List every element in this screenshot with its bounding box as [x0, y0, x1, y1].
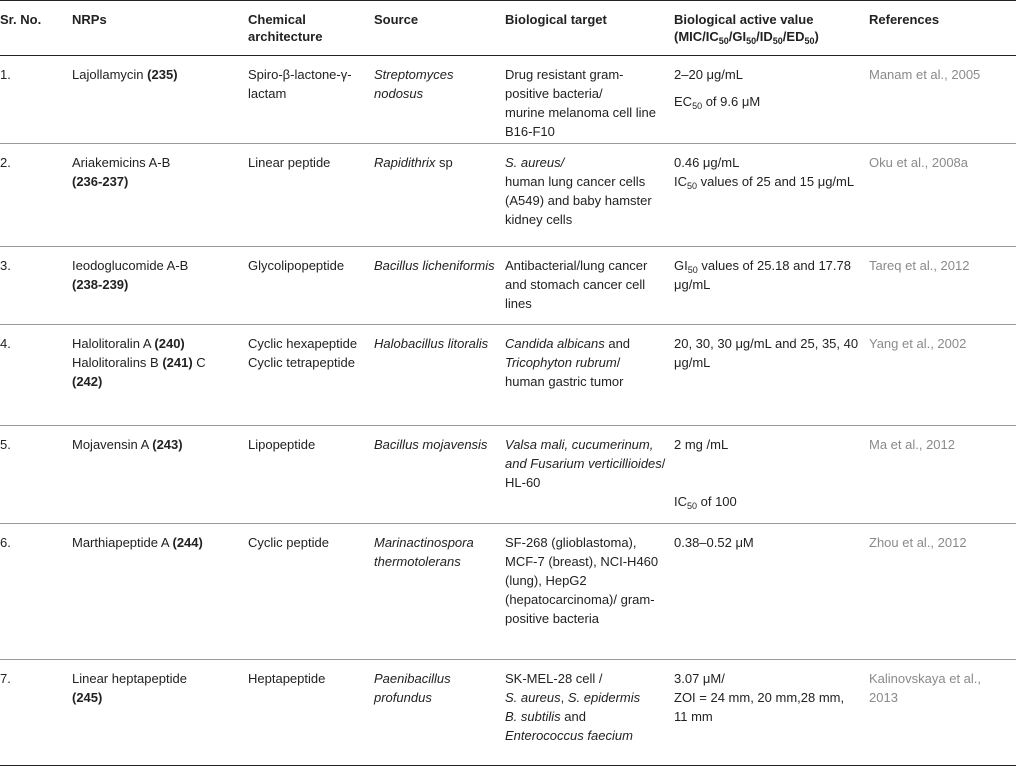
cell-ref: Ma et al., 2012 — [869, 437, 955, 452]
cell-source: Bacillus licheniformis — [374, 258, 495, 273]
table-row — [0, 426, 1016, 524]
header-source: Source — [374, 12, 419, 27]
cell-sr: 5. — [0, 437, 11, 452]
cell-ref: Zhou et al., 2012 — [869, 535, 967, 550]
header-chem: Chemical architecture — [248, 12, 323, 44]
cell-nrps: Marthiapeptide A (244) — [72, 535, 203, 550]
table-row — [0, 144, 1016, 247]
header-refs: References — [869, 12, 940, 27]
cell-target: SK-MEL-28 cell / S. aureus, S. epidermis B. subtilis and Enterococcus faecium — [505, 671, 641, 743]
table-row — [0, 247, 1016, 325]
cell-chem: Cyclic peptide — [248, 535, 329, 550]
cell-chem: Lipopeptide — [248, 437, 316, 452]
cell-ref: Yang et al., 2002 — [869, 336, 967, 351]
cell-target: Drug resistant gram-positive bacteria/ murine melanoma cell line B16-F10 — [505, 67, 657, 139]
cell-sr: 6. — [0, 535, 11, 550]
cell-source: Bacillus mojavensis — [374, 437, 488, 452]
cell-ref: Oku et al., 2008a — [869, 155, 969, 170]
cell-nrps: Mojavensin A (243) — [72, 437, 183, 452]
cell-value: 3.07 μM/ ZOI = 24 mm, 20 mm,28 mm, 11 mm — [674, 671, 845, 724]
cell-ref: Kalinovskaya et al., 2013 — [869, 671, 982, 705]
cell-source: Rapidithrix sp — [374, 155, 453, 170]
header-row — [0, 1, 1016, 56]
cell-chem: Heptapeptide — [248, 671, 326, 686]
table-row — [0, 660, 1016, 766]
cell-source: Streptomyces nodosus — [374, 67, 454, 101]
cell-source: Marinactinospora thermotolerans — [374, 535, 474, 569]
cell-source: Halobacillus litoralis — [374, 336, 489, 351]
cell-value: 0.38–0.52 μM — [674, 535, 754, 550]
cell-value: $GI_{50}$ values of 25.18 and 17.78 μg/mL — [674, 258, 851, 292]
cell-nrps: Linear heptapeptide (245) — [72, 671, 187, 705]
cell-value: 20, 30, 30 μg/mL and 25, 35, 40 μg/mL — [674, 336, 859, 370]
cell-sr: 2. — [0, 155, 11, 170]
cell-source: Paenibacillus profundus — [374, 671, 451, 705]
cell-target: SF-268 (glioblastoma), MCF-7 (breast), NCI-H460 (lung), HepG2 (hepatocarcinoma)/ gram-positive bacteria — [505, 535, 659, 626]
header-sr: Sr. No. — [0, 12, 42, 27]
cell-chem: Cyclic hexapeptide Cyclic tetrapeptide — [248, 336, 358, 370]
cell-target: Antibacterial/lung cancer and stomach cancer cell lines — [505, 258, 648, 311]
cell-value: 2–20 μg/mL $EC_{50}$ of 9.6 μM — [674, 67, 761, 111]
table-row — [0, 325, 1016, 426]
table-row — [0, 56, 1016, 144]
cell-nrps: Ariakemicins A-B (236-237) — [72, 155, 171, 189]
cell-target: S. aureus/ human lung cancer cells (A549) and baby hamster kidney cells — [505, 155, 652, 227]
cell-ref: Tareq et al., 2012 — [869, 258, 970, 273]
cell-nrps: Lajollamycin (235) — [72, 67, 178, 82]
cell-target: Candida albicans and Tricophyton rubrum/ human gastric tumor — [505, 336, 631, 389]
cell-chem: Linear peptide — [248, 155, 331, 170]
cell-chem: Spiro-β-lactone-γ-lactam — [248, 67, 352, 101]
cell-chem: Glycolipopeptide — [248, 258, 345, 273]
cell-ref: Manam et al., 2005 — [869, 67, 981, 82]
table-row — [0, 524, 1016, 660]
cell-nrps: Halolitoralin A (240) Halolitoralins B (241) C (242) — [72, 336, 206, 389]
cell-sr: 3. — [0, 258, 11, 273]
cell-value: 0.46 μg/mL $IC_{50}$ values of 25 and 15 μg/mL — [674, 155, 855, 191]
cell-nrps: Ieodoglucomide A-B (238-239) — [72, 258, 189, 292]
header-value: Biological active value $(MIC/IC_{50}/GI_{50}/ID_{50}/ED_{50})$ — [674, 12, 819, 46]
cell-value: 2 mg /mL $IC_{50}$ of 100 — [674, 437, 737, 511]
cell-target: Valsa mali, cucumerinum, and Fusarium verticillioides/ HL-60 — [505, 437, 666, 490]
header-nrps: NRPs — [72, 12, 107, 27]
cell-sr: 1. — [0, 67, 11, 82]
cell-sr: 7. — [0, 671, 11, 686]
cell-sr: 4. — [0, 336, 11, 351]
header-target: Biological target — [505, 12, 607, 27]
